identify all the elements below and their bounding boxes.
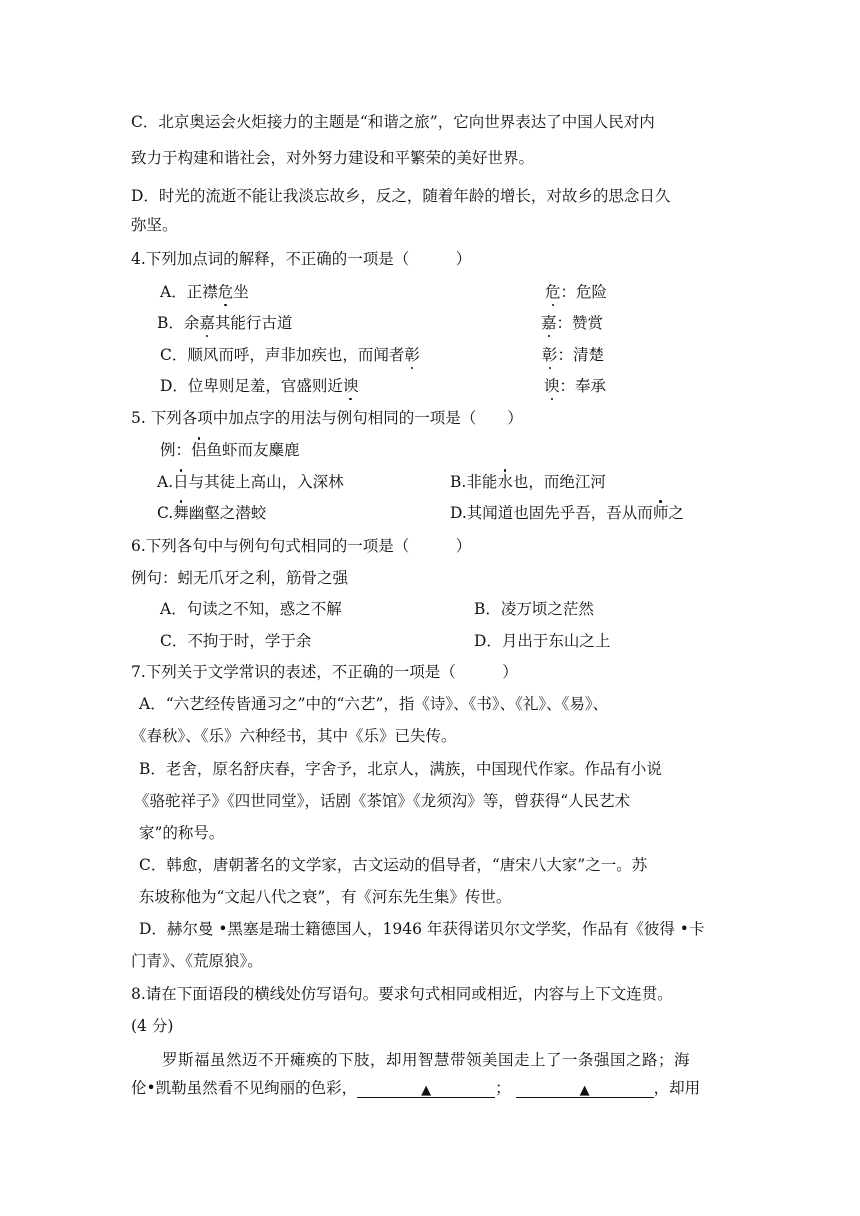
triangle-marker-icon: ▲ [421,1083,432,1098]
emphasis-dot-char: 谀 [342,377,359,395]
q3-option-c-line2: 致力于构建和谐社会，对外努力建设和平繁荣的美好世界。 [131,149,535,167]
q7-option-b-line1: B．老舍，原名舒庆春，字舍予，北京人，满族，中国现代作家。作品有小说 [139,760,662,778]
q4-option-b: B．余嘉其能行古道 [157,314,293,332]
q4-option-a: A．正襟危坐 [160,283,249,301]
q5-stem: 5. 下列各项中加点字的用法与例句相同的一项是（ ） [131,409,523,427]
q5-option-c: C.舞幽壑之潜蛟 [157,504,267,522]
emphasis-dot-char: 危 [217,283,234,301]
emphasis-dot-char: 嘉 [199,314,215,332]
q5-option-b: B.非能水也，而绝江河 [450,473,606,491]
q7-option-d-line2: 门青》、《荒原狼》。 [131,952,263,970]
q5-option-a: A.日与其徒上高山，入深林 [157,473,344,491]
fill-blank-1[interactable] [357,1079,495,1098]
q7-option-c-line1: C．韩愈，唐朝著名的文学家，古文运动的倡导者，“唐宋八大家”之一。苏 [139,856,648,874]
q7-option-b-line3: 家”的称号。 [139,824,225,842]
q6-option-b: B．凌万顷之茫然 [474,600,594,618]
q3-option-d-line1: D．时光的流逝不能让我淡忘故乡，反之，随着年龄的增长，对故乡的思念日久 [131,187,671,205]
q4-option-d-gloss: 谀：奉承 [544,377,607,395]
q7-stem: 7.下列关于文学常识的表述，不正确的一项是（ ） [131,663,518,681]
q4-stem: 4.下列加点词的解释，不正确的一项是（ ） [131,250,472,268]
q8-stem: 8.请在下面语段的横线处仿写语句。要求句式相同或相近，内容与上下文连贯。 [131,985,673,1003]
q4-option-c-gloss: 彰：清楚 [542,346,605,364]
q6-example: 例句：蚓无爪牙之利，筋骨之强 [131,569,349,587]
q7-option-d-line1: D．赫尔曼 •黑塞是瑞士籍德国人，1946 年获得诺贝尔文学奖，作品有《彼得 •卡 [139,920,705,938]
q8-paragraph-line2: 伦•凯勒虽然看不见绚丽的色彩， ▲ ； ▲ ，却用 [131,1079,701,1098]
q6-option-c: C．不拘于时，学于余 [160,632,312,650]
q4-option-b-gloss: 嘉：赞赏 [541,314,604,332]
q6-option-a: A．句读之不知，惑之不解 [160,600,342,618]
q8-points: (4 分) [131,1017,174,1035]
q4-option-c: C．顺风而呼，声非加疾也，而闻者彰 [160,346,420,364]
q7-option-c-line2: 东坡称他为“文起八代之衰”，有《河东先生集》传世。 [139,888,512,906]
emphasis-dot-char: 彰 [404,346,420,364]
q6-option-d: D．月出于东山之上 [474,632,611,650]
q6-stem: 6.下列各句中与例句句式相同的一项是（ ） [131,537,472,555]
q4-option-d: D．位卑则足羞，官盛则近谀 [160,377,359,395]
q3-option-d-line2: 弥坚。 [131,216,178,234]
q3-option-c-line1: C．北京奥运会火炬接力的主题是“和谐之旅”，它向世界表达了中国人民对内 [131,113,655,131]
q5-option-d: D.其闻道也固先乎吾，吾从而师之 [450,504,684,522]
q7-option-a-line1: A．“六艺经传皆通习之”中的“六艺”，指《诗》、《书》、《礼》、《易》、 [139,695,609,713]
q5-example: 例：侣鱼虾而友麋鹿 [160,441,300,459]
q8-paragraph-line1: 罗斯福虽然迈不开瘫痪的下肢，却用智慧带领美国走上了一条强国之路；海 [162,1051,691,1069]
q7-option-b-line2: 《骆驼祥子》《四世同堂》，话剧《茶馆》《龙须沟》等，曾获得“人民艺术 [134,792,631,810]
q7-option-a-line2: 《春秋》、《乐》六种经书，其中《乐》已失传。 [131,727,457,745]
triangle-marker-icon: ▲ [579,1083,590,1098]
q4-option-a-gloss: 危：危险 [545,283,608,301]
fill-blank-2[interactable] [516,1079,654,1098]
